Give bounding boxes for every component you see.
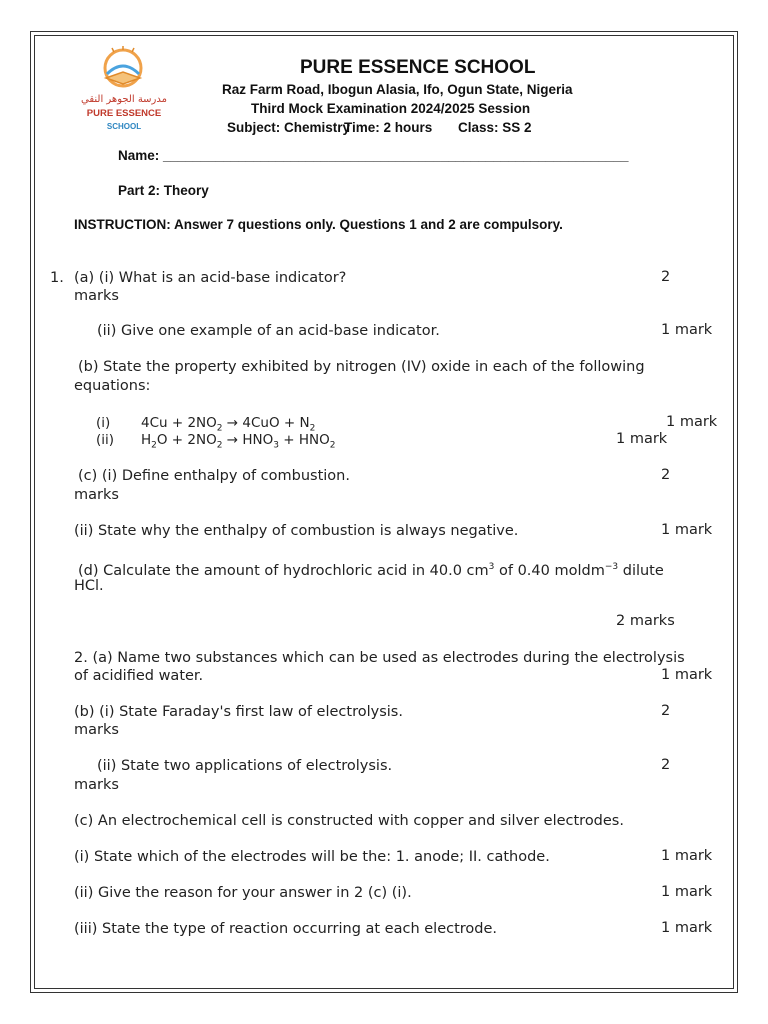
- q1a-i-text: (a) (i) What is an acid-base indicator?: [74, 270, 347, 286]
- class-label: Class: SS 2: [458, 120, 532, 135]
- school-address: Raz Farm Road, Ibogun Alasia, Ifo, Ogun State, Nigeria: [222, 82, 573, 97]
- logo-arabic-text: مدرسة الجوهر النقي: [80, 94, 167, 105]
- q2a-marks: 1 mark: [661, 667, 713, 683]
- q1b-text-line2: equations:: [74, 378, 151, 394]
- q1b-eq-ii-marks: 1 mark: [616, 431, 668, 447]
- q1a-ii-text: (ii) Give one example of an acid-base indicator.: [97, 323, 440, 339]
- q2a-text-line1: 2. (a) Name two substances which can be used as electrodes during the electrolysis: [74, 650, 685, 666]
- q2b-ii-text: (ii) State two applications of electrolysis.: [97, 758, 393, 774]
- school-logo: [76, 44, 172, 138]
- logo-line2: SCHOOL: [106, 122, 142, 131]
- q1b-eq-i-number: (i): [96, 415, 111, 431]
- q2c-iii-marks: 1 mark: [661, 920, 713, 936]
- q1b-eq-ii: $H_2O + 2NO_2 \to HNO_3 + HNO_2$: [141, 432, 336, 451]
- q1-number: 1.: [50, 270, 64, 286]
- q2b-i-text: (b) (i) State Faraday's first law of electrolysis.: [74, 704, 403, 720]
- q2c-iii-text: (iii) State the type of reaction occurring at each electrode.: [74, 921, 498, 937]
- exam-title: Third Mock Examination 2024/2025 Session: [251, 101, 531, 116]
- page-border-inner: [34, 35, 734, 989]
- q1b-eq-i-marks: 1 mark: [666, 414, 718, 430]
- q1d-text-line2: HCl.: [74, 578, 104, 594]
- time-label: Time: 2 hours: [344, 120, 433, 135]
- q2c-i-text: (i) State which of the electrodes will be the: 1. anode; II. cathode.: [74, 849, 550, 865]
- q1b-eq-i: $4Cu + 2NO_2 \to 4CuO + N_2$: [141, 415, 316, 434]
- q2c-ii-marks: 1 mark: [661, 884, 713, 900]
- q1a-ii-marks: 1 mark: [661, 322, 713, 338]
- q2a-text-line2: of acidified water.: [74, 668, 204, 684]
- q2c-text: (c) An electrochemical cell is constructed with copper and silver electrodes.: [74, 813, 624, 829]
- q1c-ii-text: (ii) State why the enthalpy of combustion is always negative.: [74, 523, 519, 539]
- q1c-i-text: (c) (i) Define enthalpy of combustion.: [78, 468, 350, 484]
- q1b-eq-ii-number: (ii): [96, 432, 115, 448]
- q2c-i-marks: 1 mark: [661, 848, 713, 864]
- part-title: Part 2: Theory: [118, 183, 209, 198]
- q1d-marks: 2 marks: [616, 613, 675, 629]
- q1d-text-line1: (d) Calculate the amount of hydrochloric acid in 40.0 $cm^3$ of 0.40 moldm$^{-3}$ dilute: [78, 562, 664, 579]
- q2b-i-marks-cont: marks: [74, 722, 119, 738]
- name-field[interactable]: Name: ______________________________________________________________: [118, 148, 629, 163]
- q2c-ii-text: (ii) Give the reason for your answer in 2 (c) (i).: [74, 885, 412, 901]
- q1b-text-line1: (b) State the property exhibited by nitrogen (IV) oxide in each of the following: [78, 359, 645, 375]
- logo-line1: PURE ESSENCE: [86, 108, 162, 119]
- q1c-i-marks-cont: marks: [74, 487, 119, 503]
- subject-label: Subject: Chemistry: [227, 120, 351, 135]
- q2b-ii-marks: 2: [661, 757, 671, 773]
- q2b-ii-marks-cont: marks: [74, 777, 119, 793]
- q1a-i-marks: 2: [661, 269, 671, 285]
- q1c-i-marks: 2: [661, 467, 671, 483]
- instruction: INSTRUCTION: Answer 7 questions only. Questions 1 and 2 are compulsory.: [74, 217, 563, 232]
- school-name: PURE ESSENCE SCHOOL: [300, 57, 536, 78]
- q1a-i-marks-cont: marks: [74, 288, 119, 304]
- q2b-i-marks: 2: [661, 703, 671, 719]
- q1c-ii-marks: 1 mark: [661, 522, 713, 538]
